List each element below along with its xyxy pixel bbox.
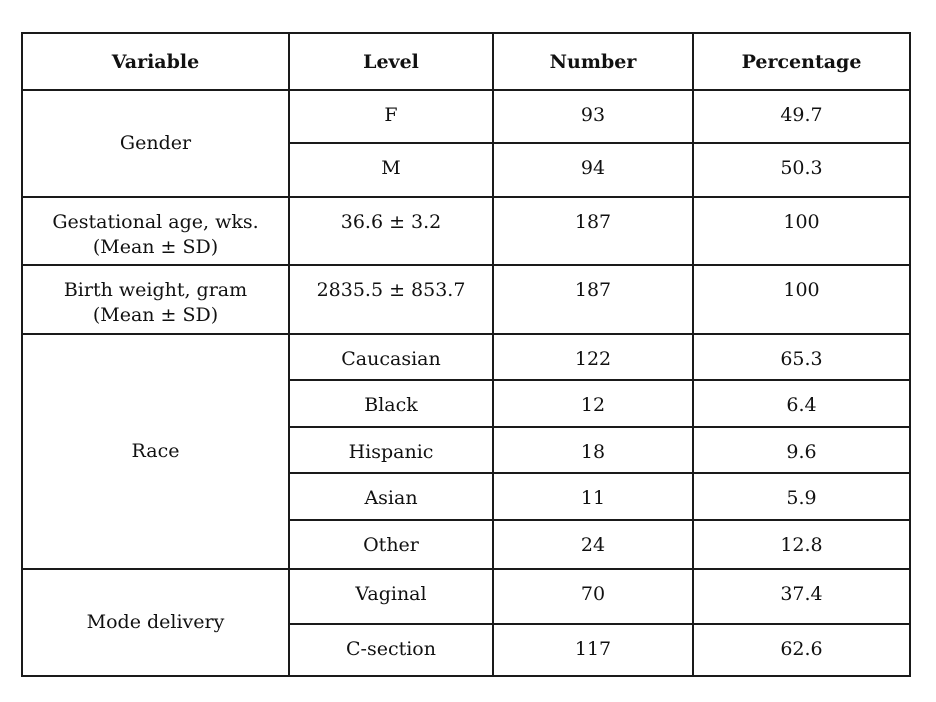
number-cell: 12	[493, 380, 693, 427]
table-row	[22, 569, 910, 624]
table-row	[22, 197, 910, 265]
percentage-cell: 9.6	[693, 427, 910, 473]
header-number: Number	[493, 33, 693, 90]
header-variable: Variable	[22, 33, 289, 90]
table-body	[22, 90, 910, 676]
variable-birth-weight	[22, 265, 289, 334]
level-cell: Caucasian	[289, 334, 493, 380]
level-cell: Asian	[289, 473, 493, 520]
level-cell: F	[289, 90, 493, 143]
percentage-cell: 5.9	[693, 473, 910, 520]
level-cell: Other	[289, 520, 493, 569]
demographics-table	[21, 32, 911, 677]
table-row	[22, 334, 910, 380]
percentage-cell: 12.8	[693, 520, 910, 569]
percentage-cell: 49.7	[693, 90, 910, 143]
percentage-cell: 100	[693, 197, 910, 265]
header-row	[22, 33, 910, 90]
number-cell: 93	[493, 90, 693, 143]
number-cell: 94	[493, 143, 693, 197]
variable-line2: (Mean ± SD)	[92, 304, 219, 326]
percentage-cell: 37.4	[693, 569, 910, 624]
number-cell: 187	[493, 265, 693, 334]
table-header	[22, 33, 910, 90]
header-percentage: Percentage	[693, 33, 910, 90]
variable-line2: (Mean ± SD)	[92, 236, 219, 258]
percentage-cell: 6.4	[693, 380, 910, 427]
percentage-cell: 65.3	[693, 334, 910, 380]
variable-gender: Gender	[22, 90, 289, 197]
number-cell: 70	[493, 569, 693, 624]
number-cell: 24	[493, 520, 693, 569]
level-cell: C-section	[289, 624, 493, 676]
table-row	[22, 90, 910, 143]
level-cell: Black	[289, 380, 493, 427]
variable-race: Race	[22, 334, 289, 569]
number-cell: 117	[493, 624, 693, 676]
variable-line1: Birth weight, gram	[63, 279, 248, 301]
variable-mode-delivery: Mode delivery	[22, 569, 289, 676]
number-cell: 11	[493, 473, 693, 520]
table-row	[22, 265, 910, 334]
percentage-cell: 62.6	[693, 624, 910, 676]
level-cell: Vaginal	[289, 569, 493, 624]
number-cell: 187	[493, 197, 693, 265]
percentage-cell: 50.3	[693, 143, 910, 197]
level-cell: 36.6 ± 3.2	[289, 197, 493, 265]
level-cell: Hispanic	[289, 427, 493, 473]
variable-gestational-age	[22, 197, 289, 265]
header-level: Level	[289, 33, 493, 90]
number-cell: 18	[493, 427, 693, 473]
level-cell: M	[289, 143, 493, 197]
level-cell: 2835.5 ± 853.7	[289, 265, 493, 334]
percentage-cell: 100	[693, 265, 910, 334]
number-cell: 122	[493, 334, 693, 380]
variable-line1: Gestational age, wks.	[52, 211, 259, 233]
